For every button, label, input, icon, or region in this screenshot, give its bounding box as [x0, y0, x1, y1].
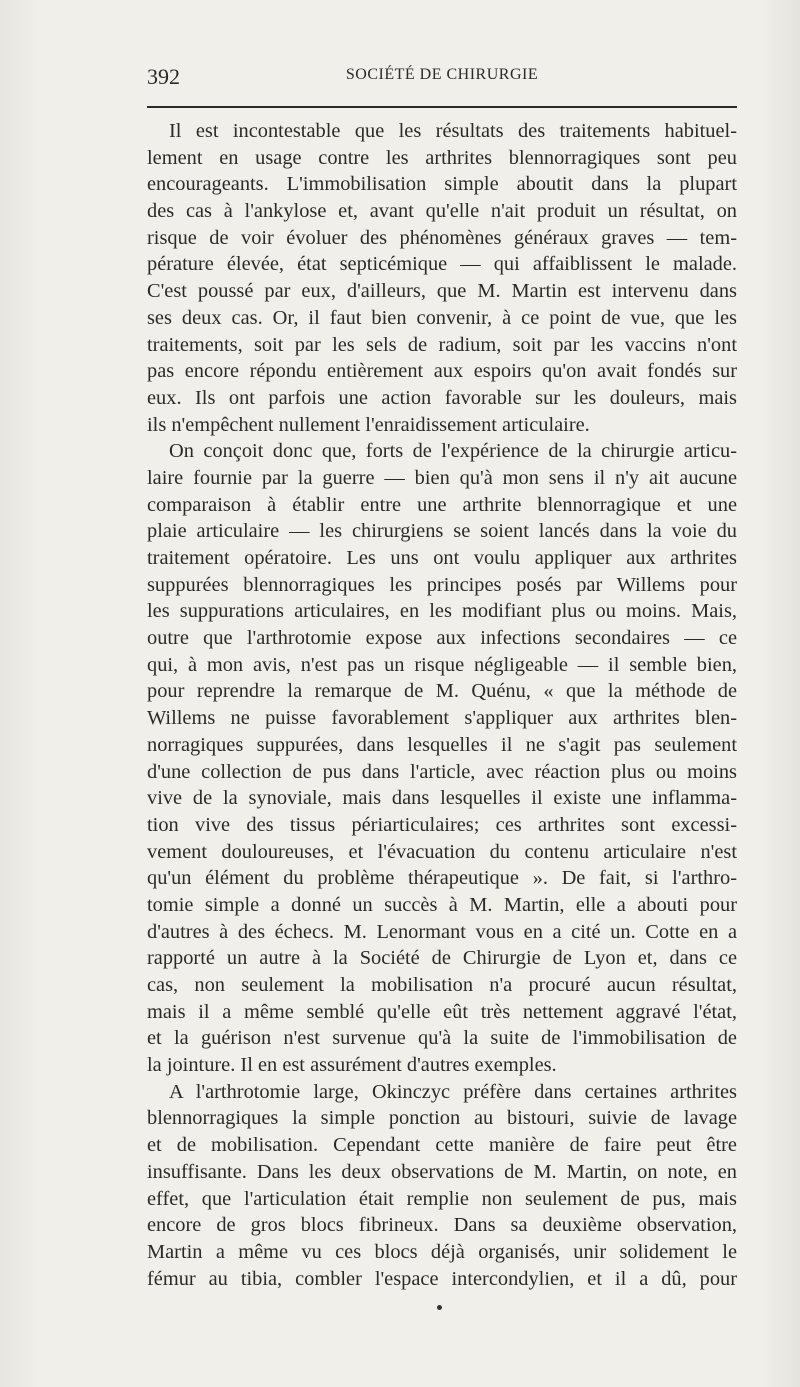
text-line: blennorragiques la simple ponction au bistouri, suivie de lavage [147, 1107, 737, 1130]
text-line: qui, à mon avis, n'est pas un risque négligeable — il semble bien, [147, 653, 737, 676]
text-line: effet, que l'articulation était remplie non seulement de pus, mais [147, 1187, 737, 1210]
text-line: pérature élevée, état septicémique — qui affaiblissent le malade. [147, 253, 737, 276]
text-line: tion vive des tissus périarticulaires; ces arthrites sont excessi- [147, 813, 737, 836]
text-line: qu'un élément du problème thérapeutique ». De fait, si l'arthro- [147, 867, 737, 890]
text-line: d'une collection de pus dans l'article, avec réaction plus ou moins [147, 760, 737, 783]
text-line: vive de la synoviale, mais dans lesquelles il existe une inflamma- [147, 787, 737, 810]
text-line: pas encore répondu entièrement aux espoirs qu'on avait fondés sur [147, 360, 737, 383]
page-header [147, 62, 737, 92]
text-line: Willems ne puisse favorablement s'appliquer aux arthrites blen- [147, 707, 737, 730]
text-line: traitements, soit par les sels de radium, soit par les vaccins n'ont [147, 333, 737, 356]
text-line: ils n'empêchent nullement l'enraidissement articulaire. [147, 413, 590, 436]
text-line: d'autres à des échecs. M. Lenormant vous en a cité un. Cotte en a [147, 920, 737, 943]
text-line: plaie articulaire — les chirurgiens se soient lancés dans la voie du [147, 520, 737, 543]
text-line: risque de voir évoluer des phénomènes généraux graves — tem- [147, 226, 737, 249]
text-line: suppurées blennorragiques les principes posés par Willems pour [147, 573, 737, 596]
body-text [147, 118, 737, 1292]
text-line: cas, non seulement la mobilisation n'a procuré aucun résultat, [147, 974, 737, 996]
text-line: On conçoit donc que, forts de l'expérience de la chirurgie articu- [169, 440, 737, 463]
text-line: outre que l'arthrotomie expose aux infections secondaires — ce [147, 627, 737, 650]
text-line: norragiques suppurées, dans lesquelles il ne s'agit pas seulement [147, 733, 737, 756]
text-line: comparaison à établir entre une arthrite blennorragique et une [147, 493, 737, 516]
header-rule [147, 106, 737, 108]
text-line: eux. Ils ont parfois une action favorable sur les douleurs, mais [147, 386, 737, 409]
text-line: et la guérison n'est survenue qu'à la suite de l'immobilisation de [147, 1027, 737, 1050]
text-line: des cas à l'ankylose et, avant qu'elle n'ait produit un résultat, on [147, 200, 737, 223]
text-line: Martin a même vu ces blocs déjà organisés, unir solidement le [147, 1240, 737, 1263]
text-line: tomie simple a donné un succès à M. Martin, elle a abouti pour [147, 893, 737, 916]
text-line: mais il a même semblé qu'elle eût très nettement aggravé l'état, [147, 1000, 737, 1023]
text-line: C'est poussé par eux, d'ailleurs, que M. Martin est intervenu dans [147, 280, 737, 303]
text-line: vement douloureuses, et l'évacuation du contenu articulaire n'est [147, 840, 737, 863]
text-line: encore de gros blocs fibrineux. Dans sa deuxième observation, [147, 1214, 737, 1237]
text-line: A l'arthrotomie large, Okinczyc préfère dans certaines arthrites [169, 1080, 737, 1103]
text-line: ses deux cas. Or, il faut bien convenir, à ce point de vue, que les [147, 306, 737, 329]
text-line: laire fournie par la guerre — bien qu'à mon sens il n'y ait aucune [147, 466, 737, 489]
text-line: insuffisante. Dans les deux observations de M. Martin, on note, en [147, 1160, 737, 1183]
page-number: 392 [147, 64, 180, 89]
text-line: et de mobilisation. Cependant cette manière de faire peut être [147, 1134, 737, 1157]
text-line: la jointure. Il en est assurément d'autres exemples. [147, 1054, 557, 1077]
text-line: encourageants. L'immobilisation simple aboutit dans la plupart [147, 173, 737, 196]
text-line: les suppurations articulaires, en les modifiant plus ou moins. Mais, [147, 600, 737, 623]
text-line: Il est incontestable que les résultats des traitements habituel- [169, 120, 737, 142]
text-line: traitement opératoire. Les uns ont voulu appliquer aux arthrites [147, 547, 737, 569]
text-line: fémur au tibia, combler l'espace intercondylien, et il a dû, pour [147, 1267, 737, 1290]
text-line: rapporté un autre à la Société de Chirurgie de Lyon et, dans ce [147, 947, 737, 970]
text-line: lement en usage contre les arthrites blennorragiques sont peu [147, 146, 737, 169]
running-title: SOCIÉTÉ DE CHIRURGIE [345, 66, 539, 83]
printer-mark-dot [437, 1305, 442, 1310]
text-line: pour reprendre la remarque de M. Quénu, « que la méthode de [147, 680, 737, 703]
